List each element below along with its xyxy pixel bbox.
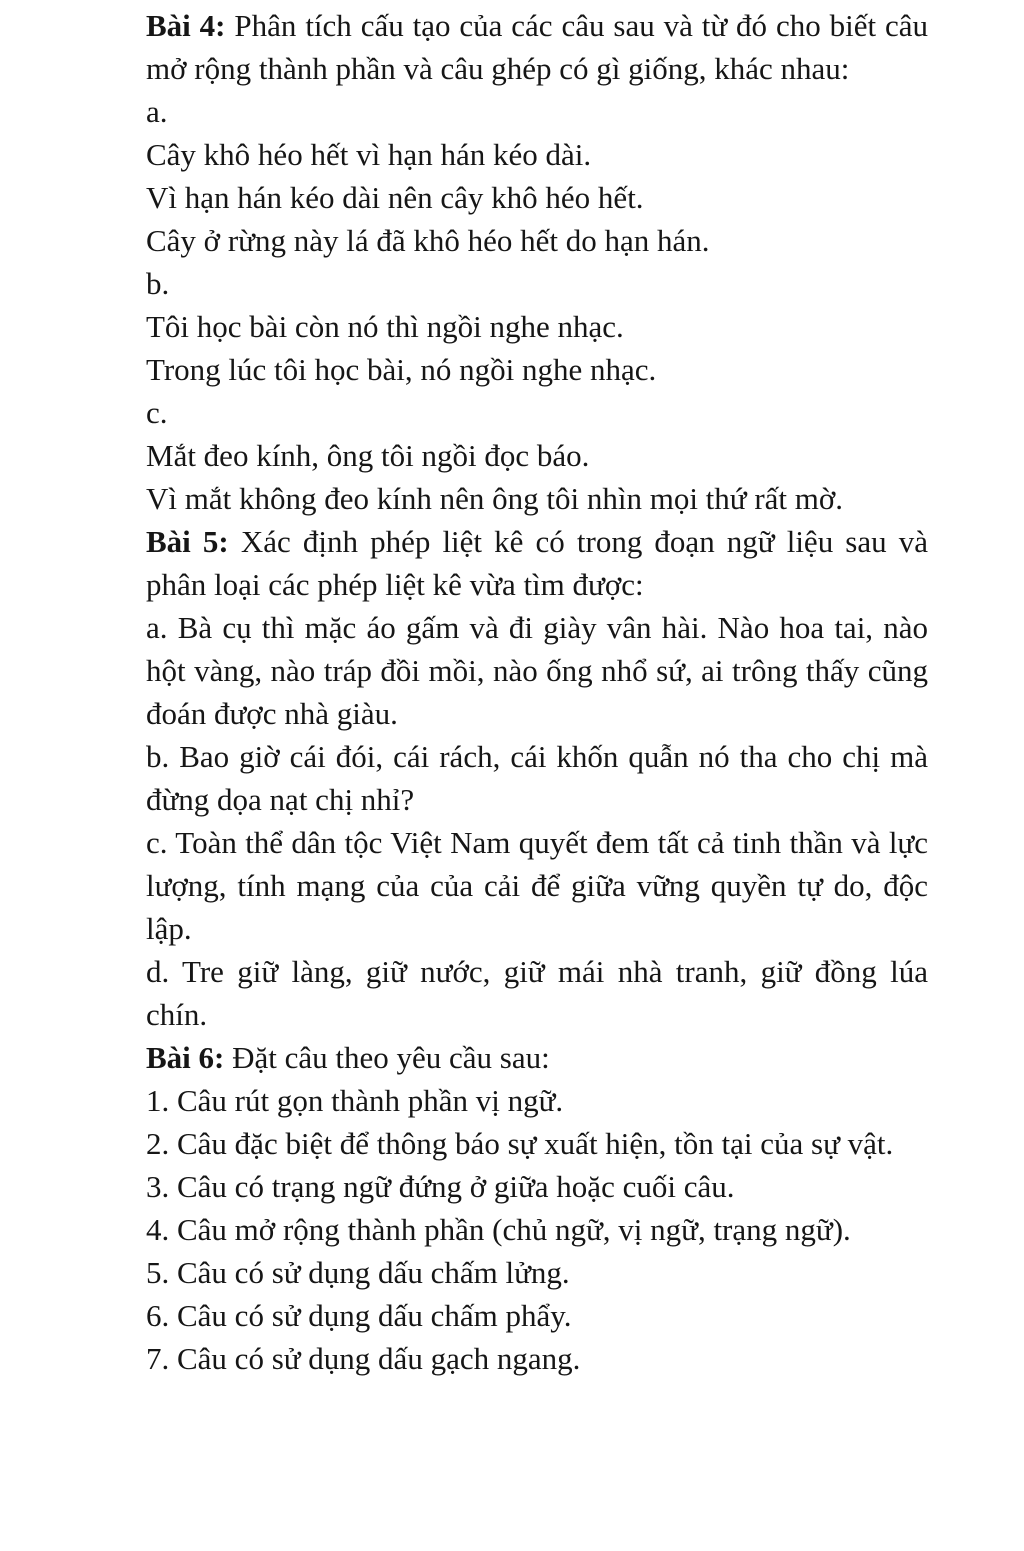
exercise-6-item-5: 5. Câu có sử dụng dấu chấm lửng. (146, 1255, 570, 1290)
exercise-4-b-sentence-1: Tôi học bài còn nó thì ngồi nghe nhạc. (146, 309, 624, 344)
exercise-5-item-b: b. Bao giờ cái đói, cái rách, cái khốn quẫn nó tha cho chị mà đừng dọa nạt chị nhỉ? (146, 739, 928, 817)
exercise-5-item-a: a. Bà cụ thì mặc áo gấm và đi giày vân hài. Nào hoa tai, nào hột vàng, nào tráp đồi mồi, nào ống nhổ sứ, ai trông thấy cũng đoán được nhà giàu. (146, 610, 928, 731)
exercise-6-item-7: 7. Câu có sử dụng dấu gạch ngang. (146, 1341, 581, 1376)
exercise-6-prompt: Đặt câu theo yêu cầu sau: (232, 1040, 550, 1075)
exercise-6-item-4: 4. Câu mở rộng thành phần (chủ ngữ, vị ngữ, trạng ngữ). (146, 1212, 851, 1247)
exercise-6-item-3: 3. Câu có trạng ngữ đứng ở giữa hoặc cuối câu. (146, 1169, 735, 1204)
exercise-5-title: Bài 5: (146, 524, 229, 559)
exercise-4-c-sentence-1: Mắt đeo kính, ông tôi ngồi đọc báo. (146, 438, 590, 473)
exercise-4-heading (146, 4, 928, 90)
exercise-4-b-sentence-2: Trong lúc tôi học bài, nó ngồi nghe nhạc. (146, 352, 657, 387)
document-page (146, 4, 928, 1380)
exercise-4-a-sentence-3: Cây ở rừng này lá đã khô héo hết do hạn hán. (146, 223, 710, 258)
exercise-6-item-1: 1. Câu rút gọn thành phần vị ngữ. (146, 1083, 564, 1118)
exercise-4-title: Bài 4: (146, 8, 226, 43)
exercise-6-title: Bài 6: (146, 1040, 225, 1075)
exercise-5-item-d: d. Tre giữ làng, giữ nước, giữ mái nhà tranh, giữ đồng lúa chín. (146, 954, 928, 1032)
exercise-4-group-b-label: b. (146, 266, 170, 301)
exercise-5-item-c: c. Toàn thể dân tộc Việt Nam quyết đem tất cả tinh thần và lực lượng, tính mạng của của cải để giữa vững quyền tự do, độc lập. (146, 825, 928, 946)
exercise-4-c-sentence-2: Vì mắt không đeo kính nên ông tôi nhìn mọi thứ rất mờ. (146, 481, 844, 516)
exercise-4-group-a-label: a. (146, 94, 168, 129)
exercise-4-a-sentence-2: Vì hạn hán kéo dài nên cây khô héo hết. (146, 180, 644, 215)
exercise-4-a-sentence-1: Cây khô héo hết vì hạn hán kéo dài. (146, 137, 592, 172)
exercise-6-heading (146, 1036, 928, 1079)
exercise-5-heading (146, 520, 928, 606)
exercise-6-item-2: 2. Câu đặc biệt để thông báo sự xuất hiện, tồn tại của sự vật. (146, 1126, 894, 1161)
exercise-4-prompt: Phân tích cấu tạo của các câu sau và từ đó cho biết câu mở rộng thành phần và câu ghép có gì giống, khác nhau: (146, 8, 929, 86)
exercise-5-prompt: Xác định phép liệt kê có trong đoạn ngữ liệu sau và phân loại các phép liệt kê vừa tìm được: (146, 524, 928, 602)
exercise-6-item-6: 6. Câu có sử dụng dấu chấm phẩy. (146, 1298, 572, 1333)
exercise-4-group-c-label: c. (146, 395, 168, 430)
